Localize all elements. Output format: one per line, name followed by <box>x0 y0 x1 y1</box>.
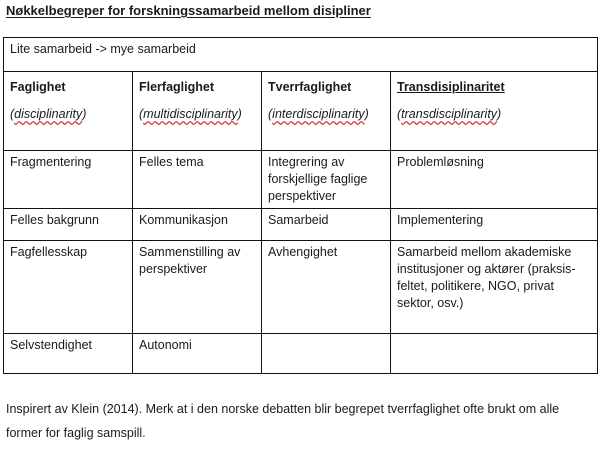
footnote: Inspirert av Klein (2014). Merk at i den norske debatten blir begrepet tverrfaglighet ofte brukt om alle former for faglig samspill. <box>6 402 560 440</box>
table-cell: Selvstendighet <box>4 334 133 374</box>
column-english: (multidisciplinarity) <box>139 107 242 121</box>
table-cell: Felles tema <box>133 151 262 209</box>
concepts-table <box>3 37 598 374</box>
header-cell <box>133 72 262 151</box>
table-cell: Fragmentering <box>4 151 133 209</box>
table-row <box>4 241 598 334</box>
header-cell <box>391 72 598 151</box>
column-english: (interdisciplinarity) <box>268 107 369 121</box>
table-cell <box>262 334 391 374</box>
column-label: Transdisiplinaritet <box>397 80 505 94</box>
column-english: (disciplinarity) <box>10 107 87 121</box>
column-label: Tverrfaglighet <box>268 80 352 94</box>
table-cell <box>391 334 598 374</box>
table-cell: Autonomi <box>133 334 262 374</box>
table-cell: Felles bakgrunn <box>4 209 133 241</box>
table-row <box>4 334 598 374</box>
header-row <box>4 72 598 151</box>
table-row <box>4 151 598 209</box>
table-cell: Samarbeid mellom akademiske institusjoner og aktører (praksis-feltet, politikere, NGO, privat sektor, osv.) <box>391 241 598 334</box>
column-label: Faglighet <box>10 80 66 94</box>
table-cell: Samarbeid <box>262 209 391 241</box>
header-cell <box>4 72 133 151</box>
table-cell: Integrering av forskjellige faglige perspektiver <box>262 151 391 209</box>
column-english: (transdisciplinarity) <box>397 107 502 121</box>
table-cell: Sammenstilling av perspektiver <box>133 241 262 334</box>
table-row <box>4 209 598 241</box>
scale-row <box>4 38 598 72</box>
table-cell: Avhengighet <box>262 241 391 334</box>
table-cell: Fagfellesskap <box>4 241 133 334</box>
header-cell <box>262 72 391 151</box>
table-cell: Problemløsning <box>391 151 598 209</box>
table-cell: Implementering <box>391 209 598 241</box>
document-title: Nøkkelbegreper for forskningssamarbeid mellom disipliner <box>6 3 371 18</box>
scale-label: Lite samarbeid -> mye samarbeid <box>4 38 598 72</box>
table-cell: Kommunikasjon <box>133 209 262 241</box>
column-label: Flerfaglighet <box>139 80 215 94</box>
